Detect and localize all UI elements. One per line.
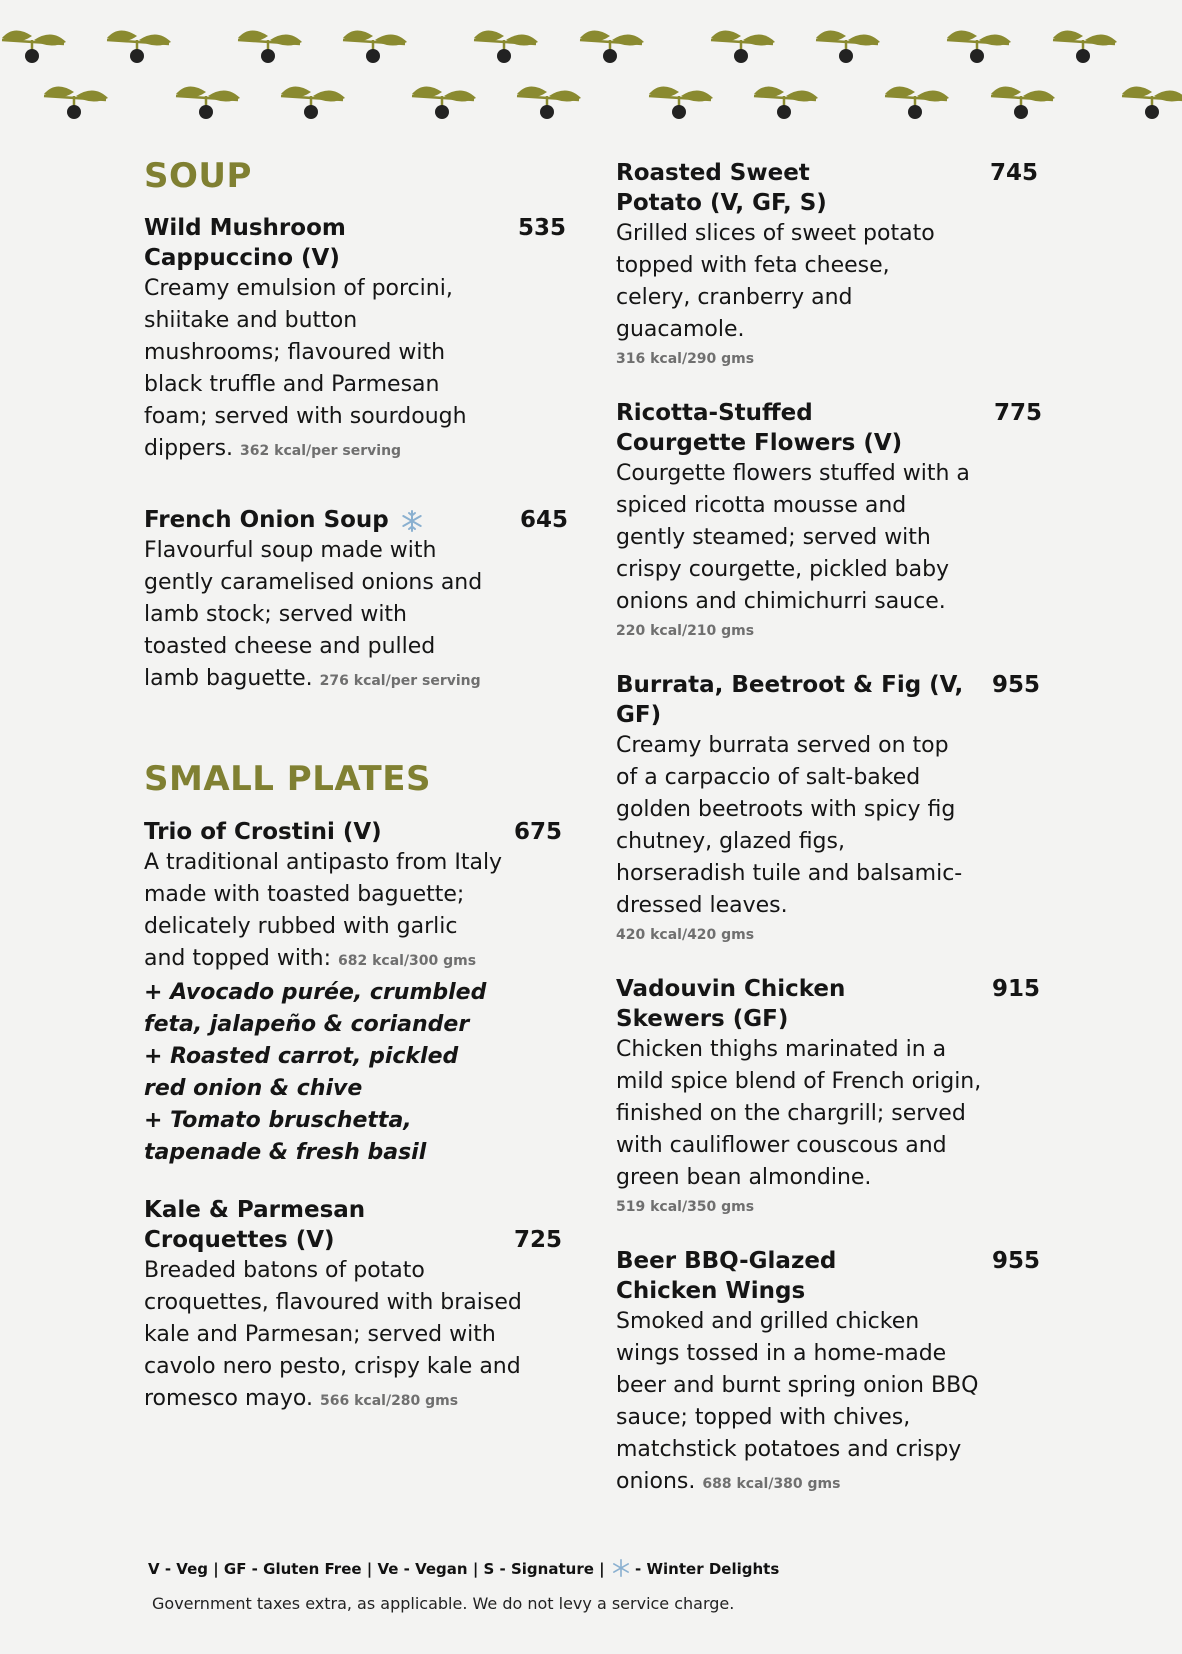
item-calories: 276 kcal/per serving [319, 673, 481, 690]
item-name: Burrata, Beetroot & Fig (V, GF) [616, 672, 964, 728]
item-name: French Onion Soup [144, 507, 389, 534]
menu-item [616, 158, 1039, 372]
item-name: Vadouvin Chicken Skewers (GF) [616, 976, 846, 1032]
section-title-small-plates: SMALL PLATES [144, 759, 431, 800]
item-price: 915 [992, 976, 1041, 1002]
menu-item [144, 817, 574, 1169]
left-column [144, 158, 574, 1417]
item-price: 955 [992, 672, 1041, 698]
item-calories: 688 kcal/380 gms [702, 1476, 841, 1492]
item-price: 955 [992, 1248, 1041, 1274]
item-description: Smoked and grilled chicken wings tossed in a home-made beer and burnt spring onion BBQ sauce; topped with chives, matchstick potatoes and crispy onions. [616, 1309, 979, 1494]
olive-row-top [2, 30, 1117, 63]
crostini-option: + Avocado purée, crumbled feta, jalapeño & coriander [144, 979, 487, 1037]
right-column [616, 158, 1043, 1500]
menu-item [616, 398, 1043, 644]
item-name: Roasted Sweet Potato (V, GF, S) [616, 160, 827, 216]
item-calories: 316 kcal/290 gms [616, 351, 755, 367]
legend-winter-label: - Winter Delights [629, 1560, 780, 1578]
item-name: Beer BBQ-Glazed Chicken Wings [616, 1248, 837, 1304]
item-price: 675 [514, 818, 563, 845]
item-name: Kale & Parmesan Croquettes (V) [144, 1196, 366, 1253]
legend-text: V - Veg | GF - Gluten Free | Ve - Vegan | S - Signature | [148, 1560, 605, 1578]
snowflake-icon [401, 510, 423, 532]
item-description: Courgette flowers stuffed with a spiced ricotta mousse and gently steamed; served with crispy courgette, pickled baby onions and chimichurri sauce. [616, 461, 970, 614]
olive-row-bottom [44, 86, 1182, 119]
item-calories: 566 kcal/280 gms [320, 1392, 459, 1409]
item-price: 645 [520, 507, 569, 534]
item-name: Wild Mushroom Cappuccino (V) [144, 215, 346, 272]
item-price: 535 [518, 215, 567, 242]
dietary-legend [148, 1560, 779, 1578]
item-price: 775 [994, 400, 1043, 426]
item-description: Grilled slices of sweet potato topped with feta cheese, celery, cranberry and guacamole. [616, 221, 935, 342]
menu-item [144, 213, 574, 467]
menu-item [616, 974, 1041, 1220]
item-name: Ricotta-Stuffed Courgette Flowers (V) [616, 400, 903, 456]
snowflake-icon [612, 1559, 630, 1577]
menu-item [144, 505, 574, 697]
item-description: A traditional antipasto from Italy made with toasted baguette; delicately rubbed with garlic and topped with: [144, 849, 503, 971]
item-name: Trio of Crostini (V) [144, 818, 382, 845]
menu-item [144, 1195, 574, 1417]
item-calories: 362 kcal/per serving [240, 443, 402, 460]
item-calories: 519 kcal/350 gms [616, 1199, 755, 1215]
item-price: 725 [514, 1226, 563, 1253]
item-description: Breaded batons of potato croquettes, flavoured with braised kale and Parmesan; served with cavolo nero pesto, crispy kale and romesco mayo. [144, 1257, 522, 1411]
crostini-option: + Roasted carrot, pickled red onion & chive [144, 1043, 459, 1101]
item-calories: 220 kcal/210 gms [616, 623, 755, 639]
item-calories: 682 kcal/300 gms [337, 952, 477, 969]
tax-note: Government taxes extra, as applicable. We do not levy a service charge. [152, 1594, 735, 1613]
section-title-soup: SOUP [144, 156, 252, 196]
item-price: 745 [990, 160, 1039, 186]
crostini-option: + Tomato bruschetta, tapenade & fresh basil [144, 1107, 427, 1165]
item-calories: 420 kcal/420 gms [616, 927, 755, 943]
olive-pattern-border [0, 0, 1182, 130]
menu-item [616, 670, 1041, 948]
item-description: Flavourful soup made with gently caramelised onions and lamb stock; served with toasted cheese and pulled lamb baguette. [144, 538, 483, 692]
item-description: Creamy emulsion of porcini, shiitake and button mushrooms; flavoured with black truffle and Parmesan foam; served with sourdough dippers. [144, 276, 467, 462]
item-description: Creamy burrata served on top of a carpaccio of salt-baked golden beetroots with spicy fig chutney, glazed figs, horseradish tuile and balsamic-dressed leaves. [616, 733, 963, 918]
menu-item [616, 1246, 1041, 1500]
item-description: Chicken thighs marinated in a mild spice blend of French origin, finished on the chargrill; served with cauliflower couscous and green bean almondine. [616, 1037, 982, 1190]
